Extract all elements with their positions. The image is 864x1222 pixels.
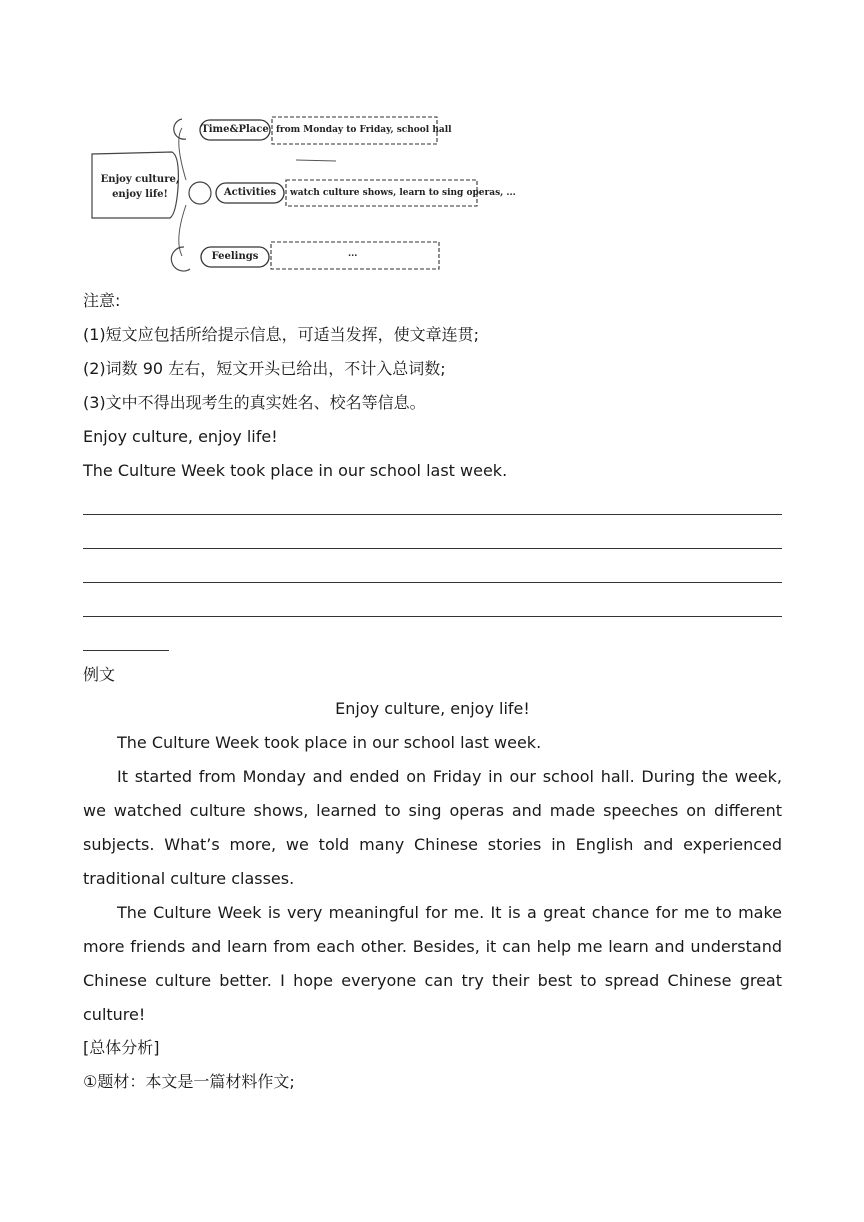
answer-line	[83, 582, 782, 583]
notes-heading: 注意:	[83, 291, 121, 310]
note-item-2: (2)词数 90 左右，短文开头已给出，不计入总词数;	[83, 359, 446, 378]
sample-title: Enjoy culture, enjoy life!	[335, 699, 530, 718]
note-item-1: (1)短文应包括所给提示信息，可适当发挥，使文章连贯;	[83, 325, 480, 344]
mind-map-label-time-place: Time&Place	[201, 124, 269, 135]
analysis-heading: [总体分析]	[83, 1038, 160, 1057]
mind-map-label-feelings: Feelings	[211, 251, 259, 262]
answer-line	[83, 514, 782, 515]
prompt-opening: The Culture Week took place in our school last week.	[83, 461, 508, 480]
mind-map-label-activities: Activities	[223, 187, 277, 198]
sample-heading: 例文	[83, 665, 116, 684]
mind-map-value-feelings: ...	[348, 249, 358, 259]
mind-map-value-activities: watch culture shows, learn to sing operas, ...	[290, 188, 516, 198]
mind-map-center-label: Enjoy culture, enjoy life!	[100, 174, 180, 200]
mind-map-figure	[86, 110, 516, 275]
analysis-item-1: ①题材：本文是一篇材料作文;	[83, 1072, 295, 1091]
answer-line	[83, 650, 169, 651]
sample-paragraph-1: The Culture Week took place in our school last week.	[117, 733, 542, 752]
answer-line	[83, 548, 782, 549]
prompt-title: Enjoy culture, enjoy life!	[83, 427, 278, 446]
mind-map-value-time-place: from Monday to Friday, school hall	[276, 125, 452, 135]
answer-line	[83, 616, 782, 617]
note-item-3: (3)文中不得出现考生的真实姓名、校名等信息。	[83, 393, 426, 412]
sample-paragraph-2: It started from Monday and ended on Friday in our school hall. During the week, we watched culture shows, learned to sing operas and made speeches on different subjects. What’s more, we told many Chinese stories in English and experienced traditional culture classes.	[83, 767, 782, 888]
sample-paragraph-3: The Culture Week is very meaningful for me. It is a great chance for me to make more friends and learn from each other. Besides, it can help me learn and understand Chinese culture better. I hope everyone can try their best to spread Chinese great culture!	[83, 903, 782, 1024]
